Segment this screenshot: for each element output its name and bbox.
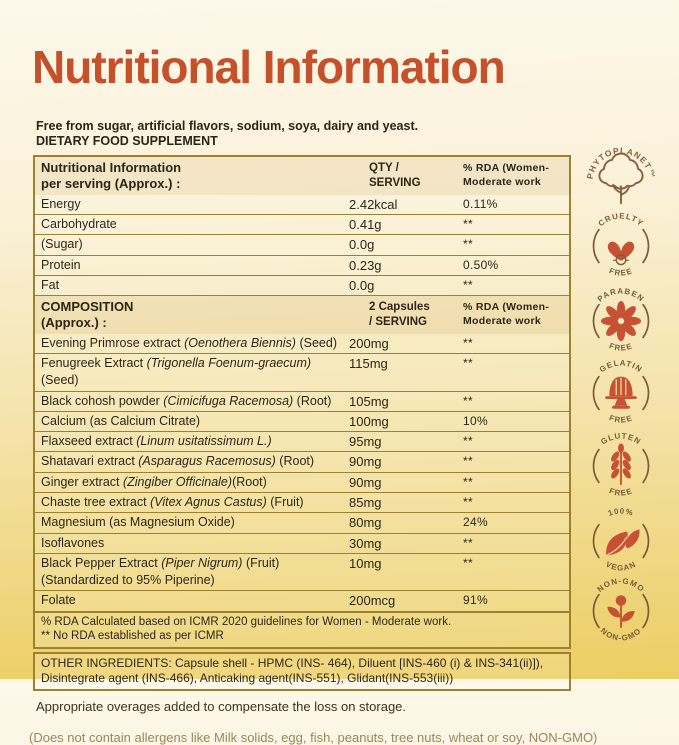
row-rda: ** <box>463 474 473 489</box>
paraben-free-badge <box>584 283 658 357</box>
svg-text:PHYTOPLANET™: PHYTOPLANET™ <box>584 145 658 180</box>
nutrition-rows <box>35 195 569 295</box>
cruelty-free-badge <box>584 208 658 282</box>
tree-icon <box>599 154 642 204</box>
paraben-free-badge-graphic <box>584 283 658 357</box>
row-rda: ** <box>463 217 473 231</box>
table-row <box>35 275 569 295</box>
row-qty: 10mg <box>349 555 382 571</box>
composition-header-rda: % RDA (Women- Moderate work <box>463 301 550 328</box>
other-ingredients-box: OTHER INGREDIENTS: Capsule shell - HPMC (INS- 464), Diluent [INS-460 (i) & INS-341(ii)]), Disintegrate agent (INS-466), Anticaking agent(INS-551), Glidant(INS-553(iii)) <box>33 652 571 691</box>
table-row <box>35 590 569 610</box>
vegan-badge <box>584 503 658 577</box>
svg-text:GLUTEN: GLUTEN <box>599 431 643 447</box>
row-qty: 0.0g <box>349 277 375 293</box>
row-qty: 0.23g <box>349 257 382 273</box>
non-gmo-sprout-icon <box>607 595 634 628</box>
svg-text:GELATIN: GELATIN <box>597 358 645 375</box>
row-name: Carbohydrate <box>41 217 117 231</box>
row-rda: 91% <box>463 593 488 608</box>
gelatin-free-badge-graphic <box>584 355 658 429</box>
row-name-line2: (Standardized to 95% Piperine) <box>41 573 215 588</box>
free-from-line: Free from sugar, artificial flavors, sodium, soya, dairy and yeast. <box>36 119 419 133</box>
svg-text:CRUELTY: CRUELTY <box>596 211 646 229</box>
paraben-free-flower-icon <box>601 301 641 341</box>
row-name: Evening Primrose extract (Oenothera Biennis) (Seed) <box>41 335 337 350</box>
row-name: Folate <box>41 593 76 608</box>
table-row <box>35 411 569 431</box>
nutrition-header-name: Nutritional Information per serving (Approx.) : <box>41 160 182 191</box>
overage-note: Appropriate overages added to compensate the loss on storage. <box>36 698 407 714</box>
row-qty: 100mg <box>349 413 389 429</box>
svg-text:100%: 100% <box>606 506 635 518</box>
row-name: Black cohosh powder (Cimicifuga Racemosa) (Root) <box>41 393 332 408</box>
row-rda: ** <box>463 277 473 292</box>
row-name: Ginger extract (Zingiber Officinale)(Root) <box>41 474 267 489</box>
row-rda: ** <box>463 495 473 510</box>
row-qty: 2.42kcal <box>349 196 398 212</box>
row-name: Black Pepper Extract (Piper Nigrum) (Fruit) (Standardized to 95% Piperine) <box>35 554 345 591</box>
table-row <box>35 431 569 451</box>
row-qty: 200mg <box>349 335 389 351</box>
gelatin-free-badge <box>584 355 658 429</box>
supplement-type-line: DIETARY FOOD SUPPLEMENT <box>36 134 218 148</box>
row-name: Chaste tree extract (Vitex Agnus Castus) (Fruit) <box>41 495 304 510</box>
row-rda: ** <box>463 393 473 408</box>
table-row <box>35 353 569 391</box>
row-qty: 30mg <box>349 535 382 551</box>
svg-text:NON-GMO: NON-GMO <box>595 576 647 594</box>
row-rda: ** <box>463 434 473 449</box>
table-row <box>35 334 569 353</box>
row-qty: 105mg <box>349 393 389 409</box>
row-rda: ** <box>463 335 473 350</box>
row-rda: ** <box>463 356 473 371</box>
row-qty: 0.41g <box>349 217 382 232</box>
row-rda: 0.11% <box>463 196 498 211</box>
table-row <box>35 553 569 591</box>
row-qty: 90mg <box>349 474 382 490</box>
table-row <box>35 391 569 411</box>
table-row <box>35 512 569 532</box>
phytoplanet-badge-graphic <box>584 143 658 217</box>
svg-text:VEGAN: VEGAN <box>604 559 638 573</box>
svg-text:FREE: FREE <box>607 486 635 498</box>
table-row <box>35 451 569 471</box>
nutrition-header-rda: % RDA (Women- Moderate work <box>463 162 550 189</box>
gelatin-free-jelly-icon <box>605 377 637 409</box>
row-name: Flaxseed extract (Linum usitatissimum L.) <box>41 434 272 449</box>
row-qty: 95mg <box>349 434 382 450</box>
table-row <box>35 234 569 254</box>
rda-note-line2: ** No RDA established as per ICMR <box>41 630 224 643</box>
row-qty: 85mg <box>349 495 382 511</box>
composition-rows <box>35 334 569 611</box>
row-qty: 0.0g <box>349 237 375 253</box>
row-qty: 115mg <box>349 356 388 372</box>
svg-text:PARABEN: PARABEN <box>595 286 647 304</box>
row-rda: 0.50% <box>463 257 499 272</box>
intro-block <box>36 119 418 149</box>
composition-header-name: COMPOSITION (Approx.) : <box>41 299 134 330</box>
row-qty: 200mcg <box>349 593 396 609</box>
row-name: Fenugreek Extract (Trigonella Foenum-graecum) (Seed) <box>41 356 312 388</box>
vegan-leaves-icon <box>606 529 639 555</box>
non-gmo-badge <box>584 573 658 647</box>
cruelty-free-rabbit-icon <box>608 242 634 265</box>
svg-text:FREE: FREE <box>607 266 635 278</box>
row-name: Fat <box>41 277 60 292</box>
table-row <box>35 533 569 553</box>
rda-notes-row <box>35 611 569 647</box>
table-row <box>35 195 569 214</box>
table-row <box>35 492 569 512</box>
row-name: (Sugar) <box>41 237 83 252</box>
badge-rail <box>584 0 658 679</box>
table-row <box>35 214 569 234</box>
nutrition-table <box>33 155 571 649</box>
page-title: Nutritional Information <box>32 41 505 93</box>
table-column <box>29 155 598 745</box>
allergen-note: (Does not contain allergens like Milk solids, egg, fish, peanuts, tree nuts, wheat or soy, NON-GMO) <box>29 729 598 745</box>
row-qty: 80mg <box>349 515 382 531</box>
gluten-free-badge <box>584 428 658 502</box>
composition-header-row <box>35 295 569 334</box>
table-row <box>35 255 569 275</box>
row-name: Magnesium (as Magnesium Oxide) <box>41 515 235 530</box>
row-rda: ** <box>463 454 473 469</box>
cruelty-free-badge-graphic <box>584 208 658 282</box>
vegan-badge-graphic <box>584 503 658 577</box>
row-name: Isoflavones <box>41 535 105 550</box>
svg-text:FREE: FREE <box>607 341 635 353</box>
phytoplanet-badge <box>584 143 658 217</box>
svg-text:FREE: FREE <box>607 413 635 425</box>
gluten-free-badge-graphic <box>584 428 658 502</box>
rda-note-line1: % RDA Calculated based on ICMR 2020 guidelines for Women - Moderate work. <box>41 615 452 628</box>
composition-header-qty: 2 Capsules / SERVING <box>369 301 430 329</box>
svg-text:NON-GMO: NON-GMO <box>598 626 644 643</box>
row-name: Protein <box>41 257 81 272</box>
row-rda: ** <box>463 555 473 570</box>
row-rda: 24% <box>463 515 488 530</box>
row-qty: 90mg <box>349 454 382 470</box>
row-name: Shatavari extract (Asparagus Racemosus) (Root) <box>41 454 315 469</box>
row-name: Energy <box>41 196 81 211</box>
row-rda: ** <box>463 535 473 550</box>
table-row <box>35 472 569 492</box>
nutrition-header-row <box>35 157 569 195</box>
gluten-free-wheat-icon <box>609 443 632 485</box>
row-rda: 10% <box>463 413 488 428</box>
row-rda: ** <box>463 237 473 252</box>
nutrition-header-qty: QTY / SERVING <box>369 162 421 189</box>
non-gmo-badge-graphic <box>584 573 658 647</box>
row-name: Calcium (as Calcium Citrate) <box>41 413 201 428</box>
